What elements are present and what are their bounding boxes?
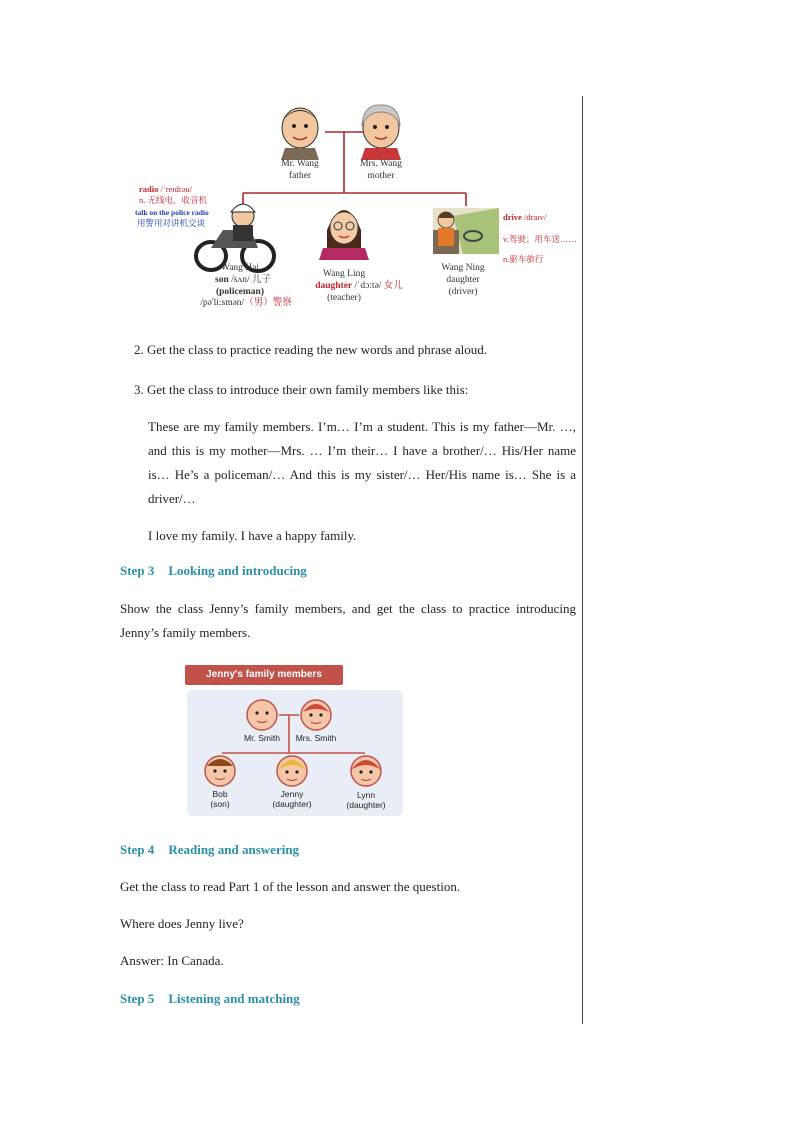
mrs-smith-label: Mrs. Smith: [295, 733, 337, 743]
step-4-text: Get the class to read Part 1 of the lesson and answer the question.: [120, 879, 461, 894]
item-3: 3. Get the class to introduce their own family members like this:: [134, 382, 469, 397]
wang-ling-job: (teacher): [327, 293, 361, 303]
mrs-smith-face: [301, 700, 331, 730]
radio-entry: radio /ˈreɪdrəu/: [139, 184, 193, 194]
jenny-face: [277, 756, 307, 786]
wang-ning-job: (driver): [448, 287, 478, 297]
jenny-label: Jenny: [280, 789, 304, 799]
lynn-face: [351, 756, 381, 786]
wang-ling-name: Wang Ling: [322, 269, 366, 279]
mrs-wang-name: Mrs. Wang: [360, 159, 402, 169]
bob-label: Bob: [212, 789, 228, 799]
jenny-role: (daughter): [272, 799, 312, 809]
drive-verb-meaning: v.驾驶；用车送……: [503, 234, 577, 244]
page-margin-line: [582, 96, 583, 1024]
wang-hai-job-phonetic: /pə'li:smən/（男）警察: [200, 298, 292, 308]
bob-role: (son): [210, 799, 230, 809]
jenny-family-banner: Jenny's family members: [185, 665, 343, 685]
mr-wang-role: father: [288, 171, 312, 181]
question: Where does Jenny live?: [120, 916, 244, 931]
drive-noun-meaning: n.驱车旅行: [503, 254, 544, 264]
step-4-heading: Step 4 Reading and answering: [120, 842, 300, 857]
mrs-wang-portrait: [361, 105, 401, 160]
bob-face: [205, 756, 235, 786]
wang-ning-portrait: [433, 208, 499, 254]
lynn-role: (daughter): [346, 800, 386, 810]
radio-phrase-meaning: 用警用对讲机交谈: [137, 218, 206, 228]
wang-hai-job: (policeman): [215, 287, 265, 297]
mrs-wang-role: mother: [367, 171, 395, 181]
wang-ling-daughter: daughter /ˈdɔːtə/ 女儿: [315, 281, 403, 291]
radio-meaning: n. 无线电，收音机: [139, 195, 208, 205]
jenny-family-tree: [185, 662, 405, 818]
love-line: I love my family. I have a happy family.: [148, 528, 357, 543]
mr-wang-portrait: [281, 108, 319, 160]
step-5-heading: Step 5 Listening and matching: [120, 991, 300, 1006]
wang-hai-son: son /sʌn/ 儿子: [215, 275, 271, 285]
answer: Answer: In Canada.: [120, 953, 224, 968]
lynn-label: Lynn: [356, 790, 376, 800]
drive-entry: drive /draɪv/: [503, 212, 547, 222]
step-3-text: Show the class Jenny’s family members, and get the class to practice introducing Jenny’s family members.: [120, 601, 576, 640]
wang-ning-name: Wang Ning: [441, 263, 485, 273]
example-paragraph: These are my family members. I’m… I’m a student. This is my father—Mr. …, and this is my mother—Mrs. … I’m their… I have a brother/… His/Her name is… He’s a policeman/… And this is my sister/… Her/His name is… She is a driver/…: [148, 419, 576, 506]
step-3-heading: Step 3 Looking and introducing: [120, 563, 307, 578]
wang-hai-name: Wang Hai: [220, 263, 259, 273]
mr-wang-name: Mr. Wang: [281, 159, 319, 169]
mr-smith-label: Mr. Smith: [244, 733, 280, 743]
mr-smith-face: [247, 700, 277, 730]
wang-ning-daughter: daughter: [446, 275, 480, 285]
wang-ling-portrait: [319, 210, 369, 260]
radio-phrase: talk on the police radio: [135, 208, 209, 217]
item-2: 2. Get the class to practice reading the new words and phrase aloud.: [134, 342, 488, 357]
wang-family-tree: [133, 98, 503, 310]
